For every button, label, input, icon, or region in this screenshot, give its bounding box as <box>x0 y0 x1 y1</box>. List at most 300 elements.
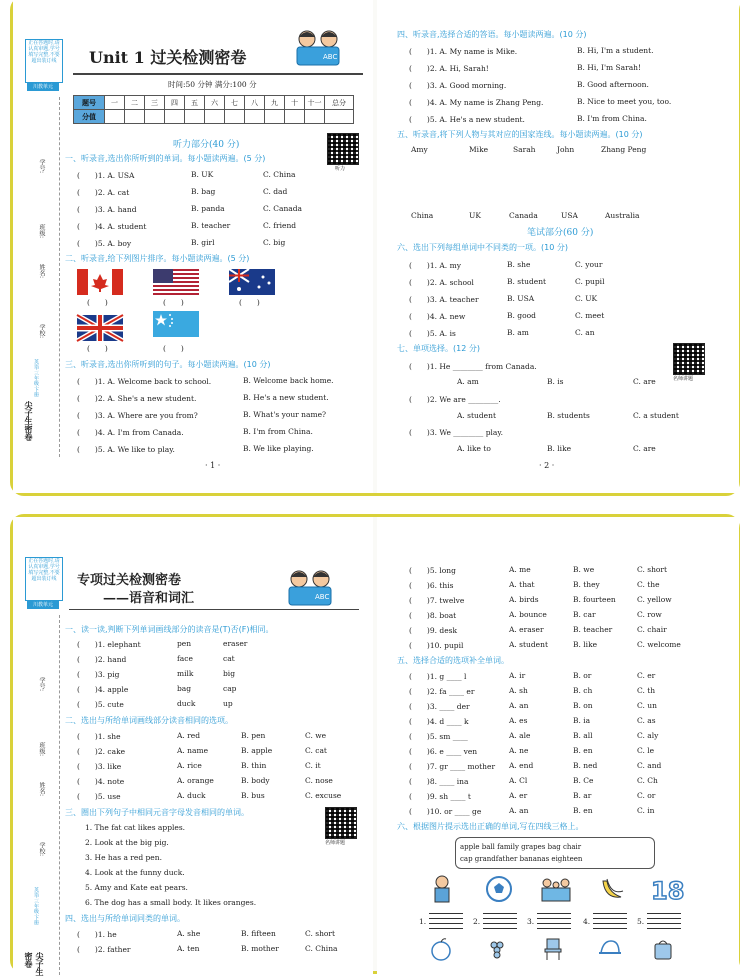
exam-meta: 时间:50 分钟 满分:100 分 <box>168 80 257 89</box>
svg-text:ABC: ABC <box>315 593 330 601</box>
section-7-title: 七、单项选择。(12 分) <box>397 344 480 353</box>
question-text: ( )6. e ____ ven <box>409 747 478 756</box>
option-c: C. Ch <box>637 776 658 785</box>
option-a: A. ne <box>509 746 529 755</box>
word: big <box>223 669 236 678</box>
option-a: A. duck <box>177 791 206 800</box>
sidebar-notice: 正在答题时,请认真审题,学号填写完整,不要超出装订线 <box>25 557 63 601</box>
option-a: A. me <box>509 565 531 574</box>
option-c: C. China <box>305 944 338 953</box>
option-c: C. in <box>637 806 655 815</box>
option-a: A. like to <box>457 444 491 453</box>
exam-subtitle: ——语音和词汇 <box>103 591 195 606</box>
option-b: B. USA <box>507 294 535 303</box>
score-cell[interactable] <box>145 110 165 124</box>
score-cell[interactable] <box>285 110 305 124</box>
word: duck <box>177 699 196 708</box>
writing-lines[interactable] <box>593 913 627 929</box>
sentence: 5. Amy and Kate eat pears. <box>85 883 188 892</box>
listening-heading: 听力部分(40 分) <box>173 140 240 150</box>
word: cat <box>223 654 235 663</box>
writing-lines[interactable] <box>537 913 571 929</box>
item-number: 1. <box>419 917 427 926</box>
question-text: ( )2. father <box>77 945 131 954</box>
item-number: 2. <box>473 917 481 926</box>
score-col: 二 <box>125 96 145 110</box>
question-text: ( )5. A. We like to play. <box>77 445 175 454</box>
question-text: ( )5. A. boy <box>77 239 132 248</box>
question-text: ( )4. A. I'm from Canada. <box>77 428 184 437</box>
option-b: B. We like playing. <box>243 444 314 453</box>
option-c: C. the <box>637 580 660 589</box>
option-b: B. panda <box>191 204 225 213</box>
score-col-total: 总分 <box>325 96 354 110</box>
question-text: ( )4. d ____ k <box>409 717 469 726</box>
option-c: C. un <box>637 701 657 710</box>
option-c: C. meet <box>575 311 605 320</box>
question-text: ( )2. A. She's a new student. <box>77 394 197 403</box>
score-col: 五 <box>185 96 205 110</box>
page-2 <box>377 0 739 493</box>
writing-lines[interactable] <box>647 913 681 929</box>
option-b: B. apple <box>241 746 273 755</box>
option-c: C. chair <box>637 625 667 634</box>
option-c: C. er <box>637 671 656 680</box>
option-b: B. thin <box>241 761 267 770</box>
kids-reading-illustration <box>283 27 353 67</box>
option-a: A. end <box>509 761 534 770</box>
person-label[interactable]: Amy <box>411 145 428 154</box>
option-c: C. nose <box>305 776 333 785</box>
question-text: ( )5. long <box>409 566 456 575</box>
kids-reading-illustration <box>275 567 345 607</box>
question-text: ( )5. A. He's a new student. <box>409 115 525 124</box>
option-b: B. bag <box>191 187 216 196</box>
option-a: A. student <box>457 411 496 420</box>
australia-flag-icon <box>229 269 275 295</box>
option-b: B. students <box>547 411 590 420</box>
score-cell[interactable] <box>325 110 354 124</box>
option-c: C. le <box>637 746 655 755</box>
option-c: C. dad <box>263 187 288 196</box>
score-cell[interactable] <box>125 110 145 124</box>
answer-paren[interactable]: ( ) <box>163 298 184 307</box>
qr-label: 名师讲题 <box>325 840 346 846</box>
word-bank-box <box>455 837 655 869</box>
option-b: B. is <box>547 377 564 386</box>
score-cell[interactable] <box>185 110 205 124</box>
eighteen-icon <box>649 875 685 905</box>
score-cell[interactable] <box>105 110 125 124</box>
page-4 <box>377 517 739 977</box>
question-text: ( )1. He ________ from Canada. <box>409 362 537 371</box>
option-a: A. rice <box>177 761 202 770</box>
word: up <box>223 699 233 708</box>
question-text: ( )3. A. hand <box>77 205 137 214</box>
person-label[interactable]: Zhang Peng <box>601 145 647 154</box>
sentence: 4. Look at the funny duck. <box>85 868 185 877</box>
option-b: B. body <box>241 776 270 785</box>
question-text: ( )2. We are ________. <box>409 395 501 404</box>
option-b: B. Ce <box>573 776 594 785</box>
option-b: B. mother <box>241 944 279 953</box>
question-text: ( )1. he <box>77 930 117 939</box>
option-b: B. en <box>573 806 593 815</box>
option-c: C. your <box>575 260 603 269</box>
question-text: ( )9. desk <box>409 626 458 635</box>
option-b: B. ia <box>573 716 591 725</box>
question-text: ( )1. elephant <box>77 640 141 649</box>
question-text: ( )3. A. Where are you from? <box>77 411 198 420</box>
question-text: ( )3. ____ der <box>409 702 470 711</box>
class-label: 班级: <box>38 224 45 239</box>
item-number: 3. <box>527 917 535 926</box>
question-text: ( )4. A. new <box>409 312 466 321</box>
section-4-title: 四、听录音,选择合适的答语。每小题读两遍。(10 分) <box>397 30 587 39</box>
person-label[interactable]: John <box>557 145 575 154</box>
option-b: B. UK <box>191 170 214 179</box>
question-text: ( )4. A. student <box>77 222 147 231</box>
option-a: A. an <box>509 701 529 710</box>
score-cell[interactable] <box>165 110 185 124</box>
sidebar-grade: 英语·三年级·下册 <box>33 359 39 398</box>
score-cell[interactable] <box>245 110 265 124</box>
option-b: B. teacher <box>573 625 613 634</box>
sidebar-brand: 尖子生密卷 <box>24 952 44 976</box>
option-b: B. we <box>573 565 595 574</box>
option-a: A. ale <box>509 731 531 740</box>
answer-paren[interactable]: ( ) <box>87 298 108 307</box>
option-c: C. China <box>263 170 296 179</box>
class-label: 班级: <box>38 742 45 757</box>
question-text: ( )4. note <box>77 777 125 786</box>
school-label: 学校: <box>38 842 45 857</box>
option-c: C. and <box>637 761 662 770</box>
section-6-title: 六、根据图片提示选出正确的单词,写在四线三格上。 <box>397 822 584 831</box>
option-b: B. teacher <box>191 221 231 230</box>
option-b: B. am <box>507 328 529 337</box>
option-c: C. pupil <box>575 277 605 286</box>
sidebar-badge: 川教单元 <box>27 601 59 609</box>
option-a: A. birds <box>509 595 539 604</box>
option-b: B. like <box>547 444 572 453</box>
question-text: ( )8. boat <box>409 611 457 620</box>
score-cell[interactable] <box>305 110 325 124</box>
question-text: ( )1. she <box>77 732 121 741</box>
option-b: B. What's your name? <box>243 410 327 419</box>
option-a: A. sh <box>509 686 528 695</box>
question-text: ( )1. g ____ l <box>409 672 467 681</box>
score-cell[interactable] <box>265 110 285 124</box>
usa-flag-icon <box>153 269 199 295</box>
option-c: C. big <box>263 238 286 247</box>
score-col: 三 <box>145 96 165 110</box>
exam-sheet-2 <box>10 514 740 974</box>
question-text: ( )3. like <box>77 762 122 771</box>
option-c: C. are <box>633 377 656 386</box>
section-4-title: 四、选出与所给单词同类的单词。 <box>65 914 185 923</box>
answer-paren[interactable]: ( ) <box>87 344 108 353</box>
option-b: B. Hi, I'm Sarah! <box>577 63 642 72</box>
word: cap <box>223 684 237 693</box>
option-c: C. friend <box>263 221 297 230</box>
section-5-title: 五、选择合适的选项补全单词。 <box>397 656 509 665</box>
option-a: A. orange <box>177 776 214 785</box>
score-col: 四 <box>165 96 185 110</box>
score-col: 十 <box>285 96 305 110</box>
student-id-label: 学号: <box>38 677 45 692</box>
chair-icon <box>541 937 565 961</box>
word: face <box>177 654 193 663</box>
option-c: C. are <box>633 444 656 453</box>
option-b: B. student <box>507 277 547 286</box>
option-c: C. or <box>637 791 656 800</box>
option-c: C. Canada <box>263 204 303 213</box>
sidebar-grade: 英语·三年级·下册 <box>33 887 39 926</box>
option-c: C. row <box>637 610 662 619</box>
svg-text:ABC: ABC <box>323 53 338 61</box>
item-number: 5. <box>637 917 645 926</box>
student-id-label: 学号: <box>38 159 45 174</box>
option-b: B. ch <box>573 686 593 695</box>
binding-sidebar <box>19 39 63 459</box>
canada-flag-icon <box>77 269 123 295</box>
option-c: C. aly <box>637 731 659 740</box>
option-b: B. girl <box>191 238 215 247</box>
family-icon <box>539 877 573 903</box>
word: eraser <box>223 639 248 648</box>
option-a: A. bounce <box>509 610 547 619</box>
score-table <box>73 95 354 124</box>
option-a: A. she <box>177 929 201 938</box>
bag-icon <box>651 937 675 961</box>
uk-flag-icon <box>77 315 123 341</box>
option-b: B. or <box>573 671 592 680</box>
qr-code-icon[interactable] <box>327 133 359 165</box>
option-b: B. Nice to meet you, too. <box>577 97 672 106</box>
exam-title: 专项过关检测密卷 <box>77 573 182 588</box>
option-b: B. fifteen <box>241 929 276 938</box>
written-heading: 笔试部分(60 分) <box>527 228 594 238</box>
grandfather-icon <box>429 875 455 905</box>
option-c: C. short <box>637 565 668 574</box>
score-col: 七 <box>225 96 245 110</box>
sentence: 1. The fat cat likes apples. <box>85 823 186 832</box>
section-3-title: 三、听录音,选出你所听到的句子。每小题读两遍。(10 分) <box>65 360 271 369</box>
question-text: ( )2. cake <box>77 747 126 756</box>
question-text: ( )4. A. My name is Zhang Peng. <box>409 98 544 107</box>
question-text: ( )7. twelve <box>409 596 465 605</box>
qr-label: 名师讲题 <box>673 376 694 382</box>
option-b: B. like <box>573 640 598 649</box>
option-c: C. it <box>305 761 321 770</box>
person-label[interactable]: Sarah <box>513 145 536 154</box>
question-text: ( )3. A. Good morning. <box>409 81 507 90</box>
ball-icon <box>485 875 513 903</box>
question-text: ( )1. A. my <box>409 261 461 270</box>
question-text: ( )4. apple <box>77 685 129 694</box>
score-col: 九 <box>265 96 285 110</box>
exam-title: Unit 1 过关检测密卷 <box>89 48 247 67</box>
question-text: ( )10. or ____ ge <box>409 807 482 816</box>
answer-paren[interactable]: ( ) <box>239 298 260 307</box>
option-b: B. fourteen <box>573 595 616 604</box>
option-a: A. er <box>509 791 528 800</box>
question-text: ( )3. A. teacher <box>409 295 479 304</box>
option-c: C. UK <box>575 294 598 303</box>
option-b: B. ar <box>573 791 592 800</box>
question-text: ( )8. ____ ina <box>409 777 469 786</box>
section-1-title: 一、读一读,判断下列单词画线部分的读音是(T)否(F)相同。 <box>65 625 274 634</box>
school-label: 学校: <box>38 324 45 339</box>
svg-text:18: 18 <box>651 877 685 905</box>
score-cell[interactable] <box>205 110 225 124</box>
option-a: A. an <box>509 806 529 815</box>
section-1-title: 一、听录音,选出你所听到的单词。每小题读两遍。(5 分) <box>65 154 266 163</box>
option-b: B. I'm from China. <box>243 427 313 436</box>
option-b: B. she <box>507 260 531 269</box>
option-a: A. red <box>177 731 201 740</box>
question-text: ( )5. use <box>77 792 121 801</box>
country-label[interactable]: Canada <box>509 211 538 220</box>
name-label: 姓名: <box>38 782 45 797</box>
score-row-label: 分值 <box>74 110 105 124</box>
sentence: 6. The dog has a small body. It likes oranges. <box>85 898 257 907</box>
writing-lines[interactable] <box>429 913 463 929</box>
section-6-title: 六、选出下列每组单词中不同类的一项。(10 分) <box>397 243 568 252</box>
option-b: B. car <box>573 610 596 619</box>
option-c: C. excuse <box>305 791 342 800</box>
score-head-label: 题号 <box>74 96 105 110</box>
option-a: A. es <box>509 716 528 725</box>
binding-sidebar <box>19 557 63 977</box>
score-cell[interactable] <box>225 110 245 124</box>
word-bank-row: cap grandfather bananas eighteen <box>460 855 583 863</box>
word: bag <box>177 684 192 693</box>
country-label[interactable]: USA <box>561 211 578 220</box>
question-text: ( )5. cute <box>77 700 124 709</box>
section-2-title: 二、听录音,给下列图片排序。每小题读两遍。(5 分) <box>65 254 250 263</box>
score-col: 六 <box>205 96 225 110</box>
country-label[interactable]: UK <box>469 211 481 220</box>
page-1 <box>13 0 373 493</box>
option-b: B. Hi, I'm a student. <box>577 46 654 55</box>
question-text: ( )3. pig <box>77 670 120 679</box>
option-b: B. all <box>573 731 593 740</box>
bananas-icon <box>599 875 625 903</box>
country-label[interactable]: Australia <box>605 211 640 220</box>
question-text: ( )2. A. cat <box>77 188 130 197</box>
option-a: A. eraser <box>509 625 544 634</box>
page-number: · 2 · <box>539 461 555 470</box>
option-a: A. ir <box>509 671 526 680</box>
score-col: 八 <box>245 96 265 110</box>
option-a: A. am <box>457 377 479 386</box>
qr-code-icon[interactable] <box>673 343 705 375</box>
country-label[interactable]: China <box>411 211 434 220</box>
question-text: ( )2. fa ____ er <box>409 687 475 696</box>
word: pen <box>177 639 192 648</box>
option-a: A. that <box>509 580 535 589</box>
sidebar-badge: 川教单元 <box>27 83 59 91</box>
option-b: B. Good afternoon. <box>577 80 649 89</box>
question-text: ( )9. sh ____ t <box>409 792 471 801</box>
option-c: C. an <box>575 328 595 337</box>
question-text: ( )1. A. USA <box>77 171 135 180</box>
question-text: ( )10. pupil <box>409 641 464 650</box>
option-b: B. I'm from China. <box>577 114 647 123</box>
name-label: 姓名: <box>38 264 45 279</box>
option-c: C. we <box>305 731 327 740</box>
option-c: C. th <box>637 686 656 695</box>
sentence: 2. Look at the big pig. <box>85 838 169 847</box>
section-3-title: 三、圈出下列句子中相同元音字母发音相同的单词。 <box>65 808 249 817</box>
qr-label: 听力 <box>335 166 346 172</box>
question-text: ( )3. We ________ play. <box>409 428 503 437</box>
option-b: B. Welcome back home. <box>243 376 334 385</box>
option-a: A. ten <box>177 944 200 953</box>
option-c: C. a student <box>633 411 679 420</box>
score-col: 十一 <box>305 96 325 110</box>
apple-icon <box>429 937 453 961</box>
section-2-title: 二、选出与所给单词画线部分读音相同的选项。 <box>65 716 233 725</box>
section-5-title: 五、听录音,将下列人物与其对应的国家连线。每小题读两遍。(10 分) <box>397 130 643 139</box>
question-text: ( )2. hand <box>77 655 127 664</box>
question-text: ( )1. A. My name is Mike. <box>409 47 518 56</box>
grapes-icon <box>485 937 509 961</box>
china-flag-icon <box>153 311 199 337</box>
sentence: 3. He has a red pen. <box>85 853 162 862</box>
question-text: ( )2. A. school <box>409 278 474 287</box>
writing-lines[interactable] <box>483 913 517 929</box>
question-text: ( )7. gr ____ mother <box>409 762 496 771</box>
cap-icon <box>597 937 623 961</box>
option-a: A. student <box>509 640 548 649</box>
option-a: A. Cl <box>509 776 528 785</box>
option-b: B. en <box>573 746 593 755</box>
option-a: A. name <box>177 746 209 755</box>
answer-paren[interactable]: ( ) <box>163 344 184 353</box>
option-c: C. cat <box>305 746 327 755</box>
item-number: 4. <box>583 917 591 926</box>
page-number: · 1 · <box>205 461 221 470</box>
option-b: B. He's a new student. <box>243 393 329 402</box>
question-text: ( )5. sm ____ <box>409 732 468 741</box>
option-b: B. ned <box>573 761 598 770</box>
word: milk <box>177 669 194 678</box>
sidebar-brand: 尖子生密卷 <box>24 401 33 441</box>
exam-sheet-1 <box>10 0 740 496</box>
page-3 <box>13 517 373 977</box>
option-b: B. good <box>507 311 536 320</box>
option-c: C. as <box>637 716 656 725</box>
person-label[interactable]: Mike <box>469 145 489 154</box>
option-c: C. short <box>305 929 336 938</box>
option-b: B. bus <box>241 791 265 800</box>
option-b: B. pen <box>241 731 266 740</box>
word-bank-row: apple ball family grapes bag chair <box>460 843 582 851</box>
score-col: 一 <box>105 96 125 110</box>
option-c: C. yellow <box>637 595 672 604</box>
question-text: ( )1. A. Welcome back to school. <box>77 377 212 386</box>
question-text: ( )6. this <box>409 581 454 590</box>
option-b: B. on <box>573 701 593 710</box>
question-text: ( )2. A. Hi, Sarah! <box>409 64 489 73</box>
sidebar-notice: 正在答题时,请认真审题,学号填写完整,不要超出装订线 <box>25 39 63 83</box>
option-b: B. they <box>573 580 600 589</box>
option-c: C. welcome <box>637 640 681 649</box>
qr-code-icon[interactable] <box>325 807 357 839</box>
